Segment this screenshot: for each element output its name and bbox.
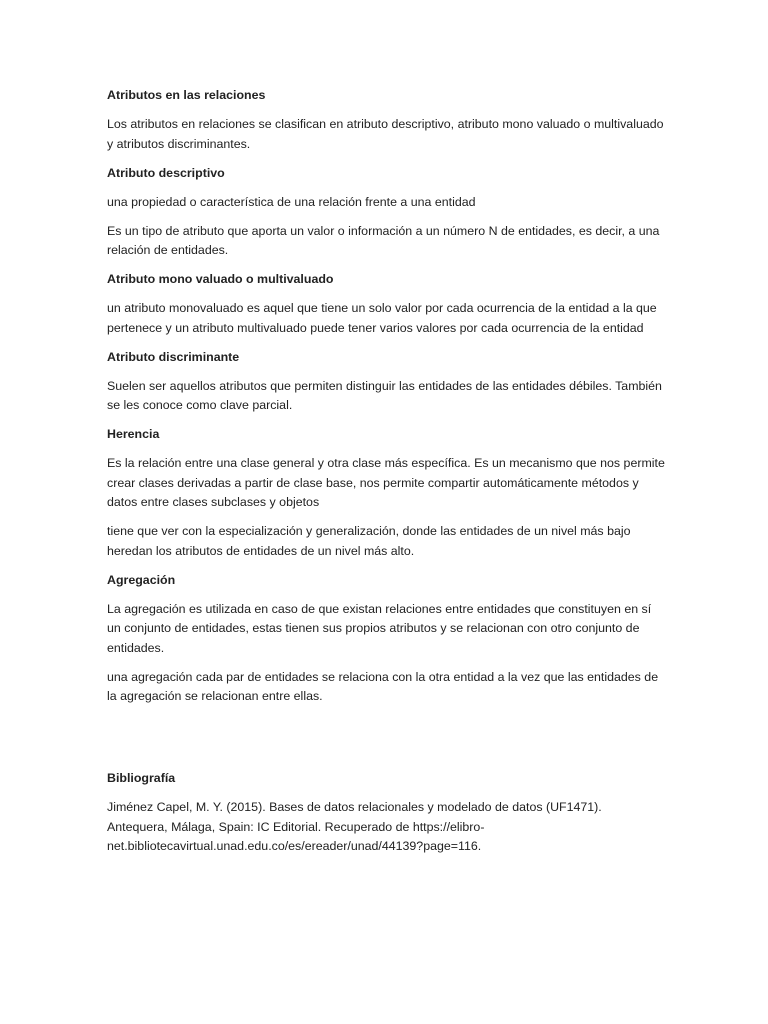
paragraph: Los atributos en relaciones se clasifican en atributo descriptivo, atributo mono valuado o multivaluado y atributos discriminantes. [107,117,664,151]
section-heading: Herencia [107,427,160,441]
paragraph: una agregación cada par de entidades se relaciona con la otra entidad a la vez que las entidades de la agregación se relacionan entre ellas. [107,669,659,703]
bibliography-line: Antequera, Málaga, Spain: IC Editorial. Recuperado de https://elibro- [107,819,485,834]
section-heading: Atributo mono valuado o multivaluado [107,272,334,286]
document-page [107,86,667,866]
paragraph: Suelen ser aquellos atributos que permiten distinguir las entidades de las entidades débiles. También se les conoce como clave parcial. [107,378,662,412]
section-heading: Atributo descriptivo [107,165,225,180]
paragraph: una propiedad o característica de una relación frente a una entidad [107,194,476,209]
paragraph: Es la relación entre una clase general y otra clase más específica. Es un mecanismo que nos permite crear clases derivadas a partir de clase base, nos permite compartir automáticamente métodos y datos entre clases subclases y objetos [107,456,665,509]
paragraph: La agregación es utilizada en caso de que existan relaciones entre entidades que constituyen en sí un conjunto de entidades, estas tienen sus propios atributos y se relacionan con otro conjunto de entidades. [107,601,652,655]
bibliography-entry [107,798,667,857]
paragraph: tiene que ver con la especialización y generalización, donde las entidades de un nivel más bajo heredan los atributos de entidades de un nivel más alto. [107,524,631,558]
bibliography-line: net.bibliotecavirtual.unad.edu.co/es/ereader/unad/44139?page=116. [107,839,482,853]
paragraph: un atributo monovaluado es aquel que tiene un solo valor por cada ocurrencia de la entidad a la que pertenece y un atributo multivaluado puede tener varios valores por cada ocurrencia de la entidad [107,301,657,335]
spacer [107,716,667,769]
section-heading: Atributo discriminante [107,349,240,364]
section-heading: Agregación [107,572,176,587]
paragraph: Es un tipo de atributo que aporta un valor o información a un número N de entidades, es decir, a una relación de entidades. [107,223,660,257]
section-heading: Atributos en las relaciones [107,88,266,102]
bibliography-heading: Bibliografía [107,771,176,785]
bibliography-line: Jiménez Capel, M. Y. (2015). Bases de datos relacionales y modelado de datos (UF1471). [107,800,602,814]
